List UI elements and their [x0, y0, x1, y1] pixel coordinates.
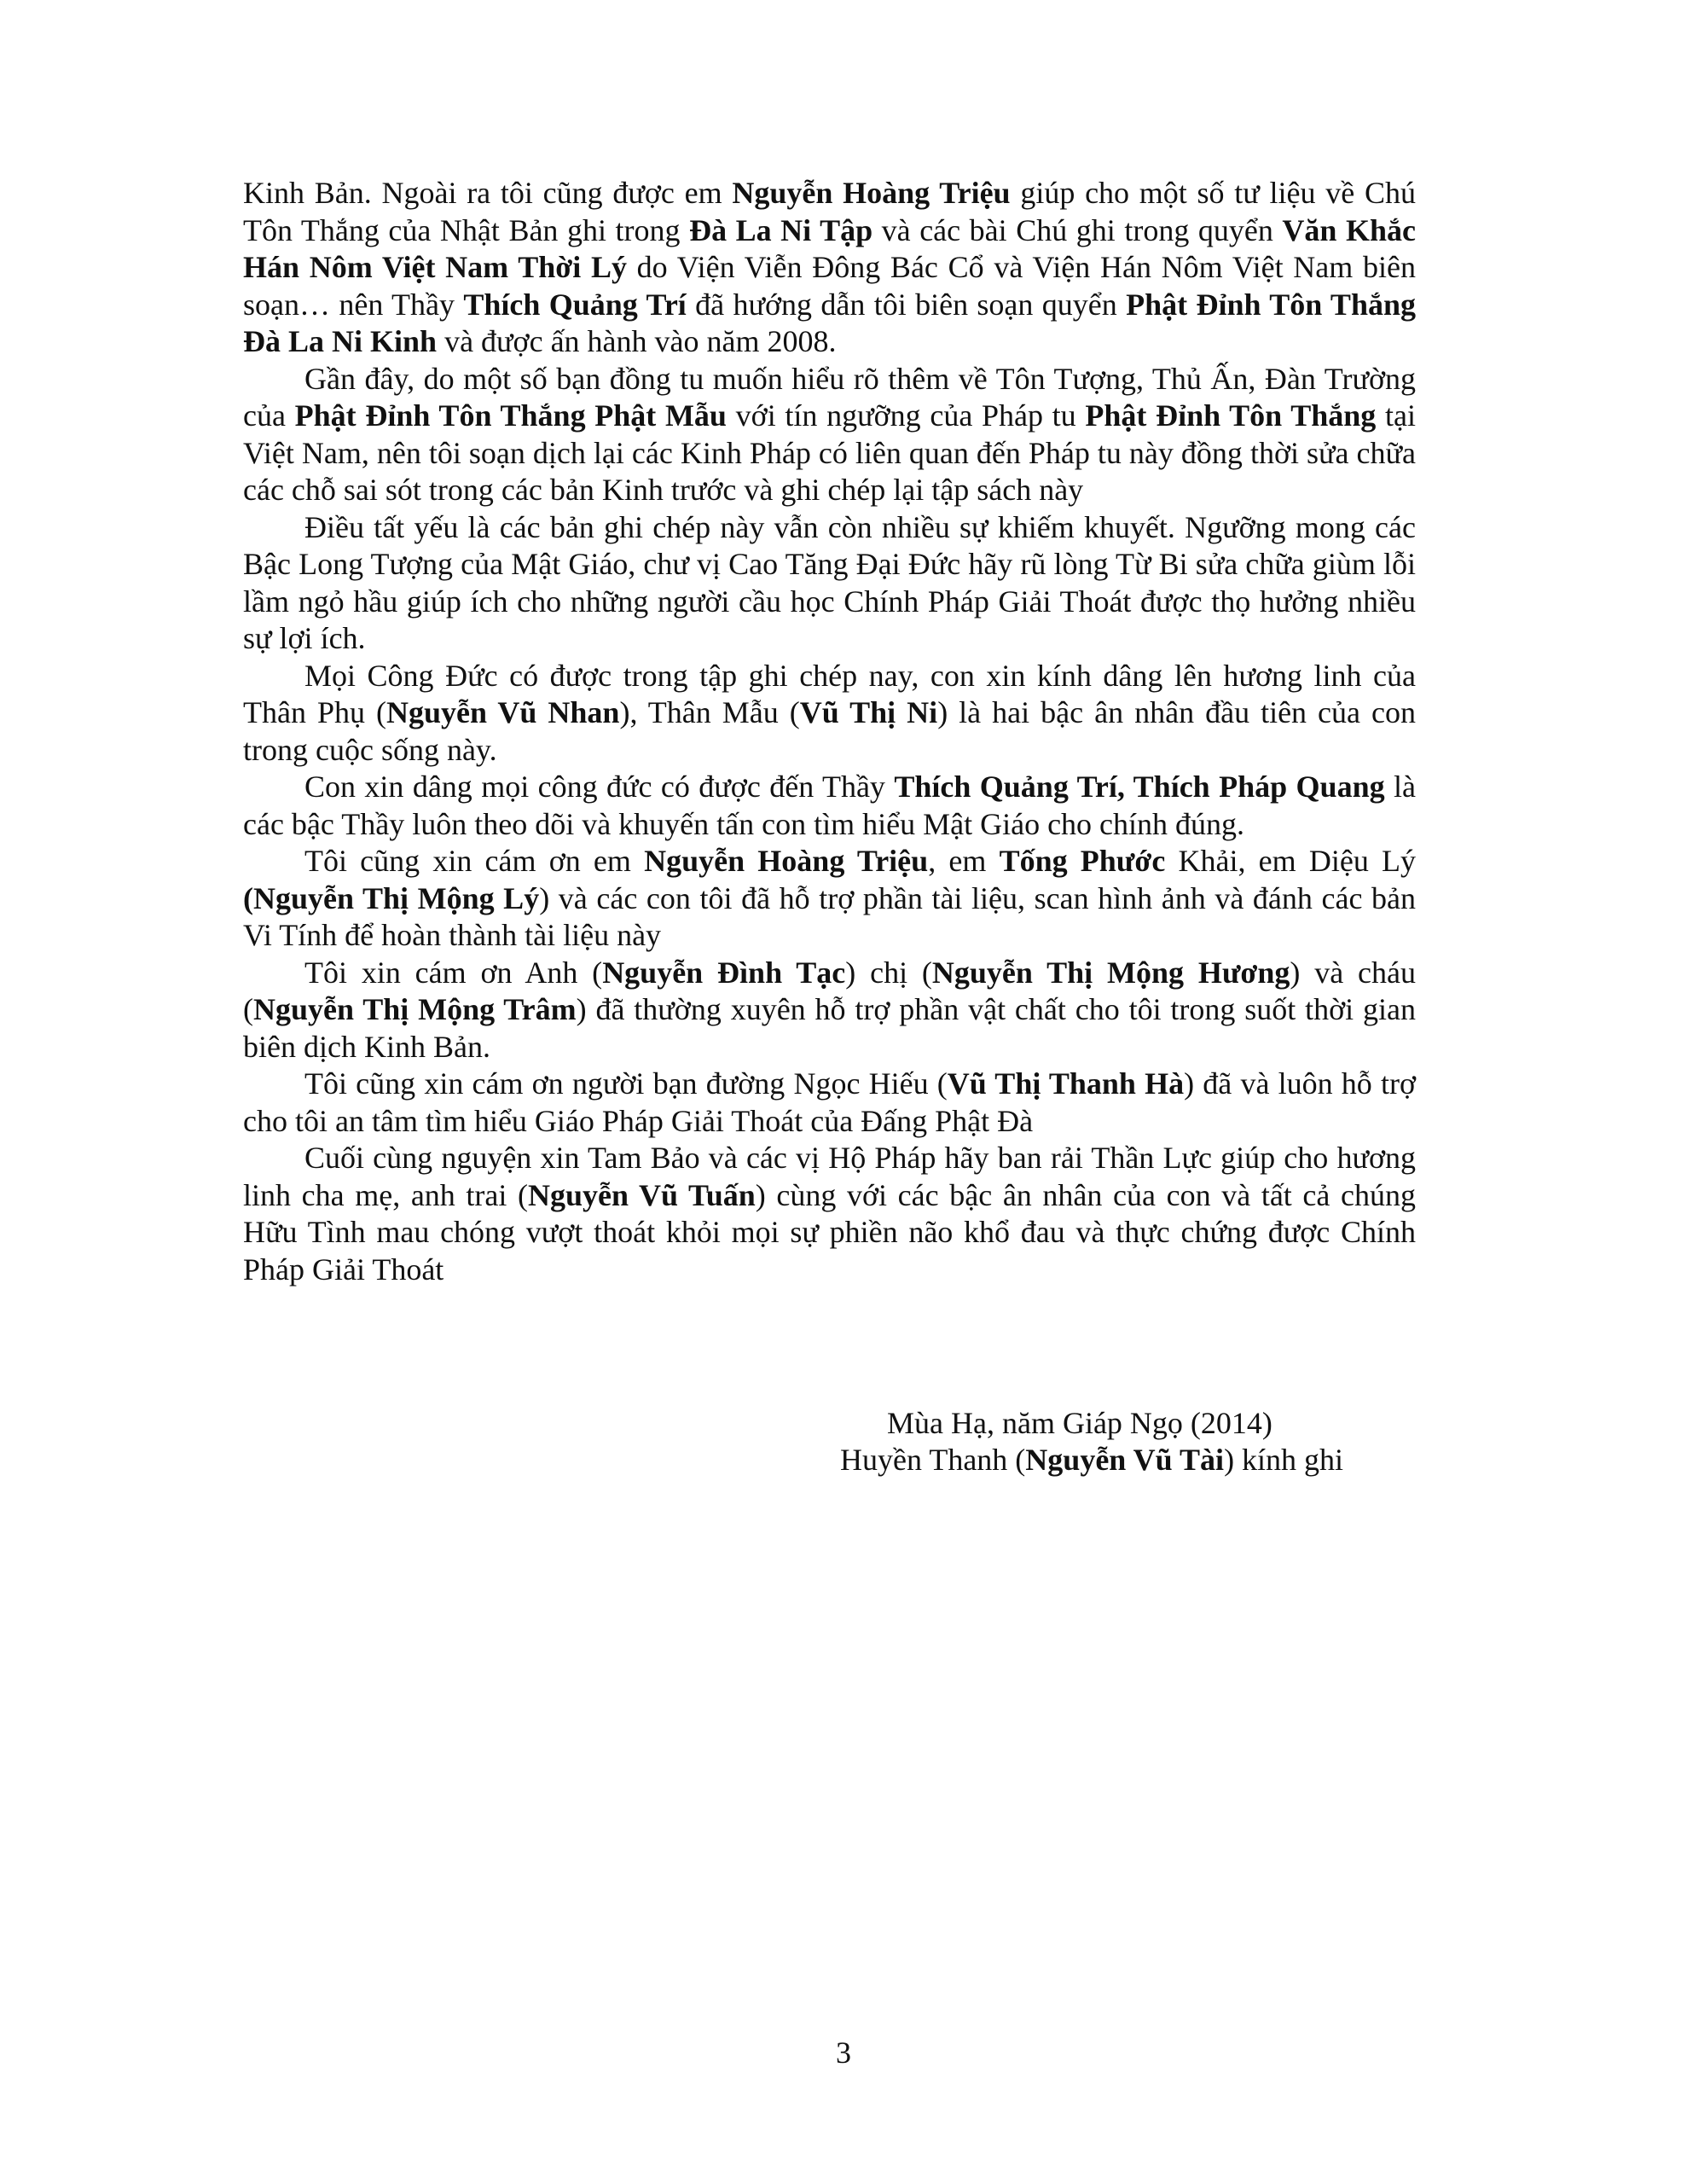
text-run: do Viện Viễn Đông Bác Cổ và Viện Hán Nôm Việt Nam biên soạn… nên Thầy [243, 250, 1416, 322]
text-run: Mọi Công Đức có được trong tập ghi chép nay, con xin kính dâng lên hương linh của Thân Phụ ( [243, 658, 1416, 729]
paragraph [243, 769, 1416, 843]
bold-text: Nguyễn Đình Tạc [602, 955, 846, 990]
paragraph [243, 843, 1416, 955]
text-run: ) cùng với các bậc ân nhân của con và tất cả chúng Hữu Tình mau chóng vượt thoát khỏi mọi sự phiền não khổ đau và thực chứng được Chính Pháp Giải Thoát [243, 1177, 1416, 1287]
text-run: , em [928, 844, 1000, 878]
text-run: là các bậc Thầy luôn theo dõi và khuyến tấn con tìm hiểu Mật Giáo cho chính đúng. [243, 770, 1416, 841]
paragraph [243, 361, 1416, 509]
bold-text: Vũ Thị Ni [799, 695, 938, 729]
bold-text: Nguyễn Vũ Tuấn [528, 1177, 756, 1212]
signature-date: Mùa Hạ, năm Giáp Ngọ (2014) [887, 1406, 1272, 1440]
bold-text: Thích Quảng Trí [463, 287, 687, 322]
bold-text: (Nguyễn Thị Mộng Lý [243, 880, 540, 915]
bold-text: Phật Đỉnh Tôn Thắng Phật Mẫu [294, 398, 727, 433]
paragraph [243, 1140, 1416, 1288]
text-run: tại Việt Nam, nên tôi soạn dịch lại các Kinh Pháp có liên quan đến Pháp tu này đồng thời sửa chữa các chỗ sai sót trong các bản Kinh trước và ghi chép lại tập sách này [243, 398, 1416, 507]
text-run: Khải, em Diệu Lý [1165, 844, 1417, 878]
text-run: Tôi cũng xin cám ơn người bạn đường Ngọc Hiếu ( [304, 1066, 948, 1101]
page-number: 3 [836, 2036, 851, 2070]
bold-text: Nguyễn Thị Mộng Hương [931, 955, 1290, 990]
text-run: ) là hai bậc ân nhân đầu tiên của con trong cuộc sống này. [243, 695, 1417, 767]
bold-text: Phật Đỉnh Tôn Thắng Đà La Ni Kinh [243, 287, 1416, 358]
bold-text: Văn Khắc Hán Nôm Việt Nam Thời Lý [243, 212, 1416, 284]
signature-line [840, 1442, 1343, 1479]
bold-text: Nguyễn Thị Mộng Trâm [253, 992, 577, 1026]
bold-text: Vũ Thị Thanh Hà [947, 1066, 1185, 1101]
bold-text: Đà La Ni Tập [689, 212, 873, 247]
text-run: Tôi cũng xin cám ơn em [304, 844, 645, 878]
paragraph [243, 658, 1416, 770]
text-run: ) chị ( [845, 955, 932, 990]
body-text [243, 175, 1416, 1288]
bold-text: Nguyễn Hoàng Triệu [732, 176, 1011, 210]
bold-text: Tống Phước [999, 844, 1166, 878]
signature-prefix: Huyền Thanh ( [840, 1443, 1026, 1477]
text-run: Con xin dâng mọi công đức có được đến Thầy [304, 770, 895, 804]
text-run: Gần đây, do một số bạn đồng tu muốn hiểu rõ thêm về Tôn Tượng, Thủ Ấn, Đàn Trường của [243, 361, 1416, 433]
bold-text: Thích Quảng Trí, Thích Pháp Quang [894, 770, 1385, 804]
text-run: với tín ngưỡng của Pháp tu [726, 398, 1086, 433]
text-run: ) và các con tôi đã hỗ trợ phần tài liệu, scan hình ảnh và đánh các bản Vi Tính để hoàn thành tài liệu này [243, 880, 1417, 952]
text-run: và được ấn hành vào năm 2008. [437, 324, 837, 358]
text-run: Cuối cùng nguyện xin Tam Bảo và các vị Hộ Pháp hãy ban rải Thần Lực giúp cho hương linh cha mẹ, anh trai ( [243, 1141, 1416, 1212]
paragraph [243, 509, 1416, 658]
text-run: Kinh Bản. Ngoài ra tôi cũng được em [243, 176, 733, 210]
paragraph [243, 1066, 1416, 1140]
text-run: ) đã thường xuyên hỗ trợ phần vật chất cho tôi trong suốt thời gian biên dịch Kinh Bản. [243, 992, 1417, 1064]
text-run: ), Thân Mẫu ( [619, 695, 800, 729]
paragraph [243, 175, 1416, 361]
paragraph [243, 955, 1416, 1066]
bold-text: Phật Đỉnh Tôn Thắng [1085, 398, 1377, 433]
text-run: Điều tất yếu là các bản ghi chép này vẫn còn nhiều sự khiếm khuyết. Ngưỡng mong các Bậc Long Tượng của Mật Giáo, chư vị Cao Tăng Đại Đức hãy rũ lòng Từ Bi sửa chữa giùm lỗi lầm ngỏ hầu giúp ích cho những người cầu học Chính Pháp Giải Thoát được thọ hưởng nhiều sự lợi ích. [243, 509, 1416, 655]
bold-text: Nguyễn Hoàng Triệu [644, 844, 929, 878]
text-run: giúp cho một số tư liệu về Chú Tôn Thắng của Nhật Bản ghi trong [243, 176, 1416, 247]
text-run: ) và cháu ( [243, 955, 1416, 1026]
text-run: Tôi xin cám ơn Anh ( [304, 955, 603, 990]
signature-name: Nguyễn Vũ Tài [1025, 1443, 1225, 1477]
text-run: đã hướng dẫn tôi biên soạn quyển [686, 287, 1127, 322]
bold-text: Nguyễn Vũ Nhan [386, 695, 620, 729]
signature-suffix: ) kính ghi [1224, 1443, 1344, 1477]
text-run: ) đã và luôn hỗ trợ cho tôi an tâm tìm hiểu Giáo Pháp Giải Thoát của Đấng Phật Đà [243, 1066, 1416, 1138]
text-run: và các bài Chú ghi trong quyển [872, 212, 1283, 247]
